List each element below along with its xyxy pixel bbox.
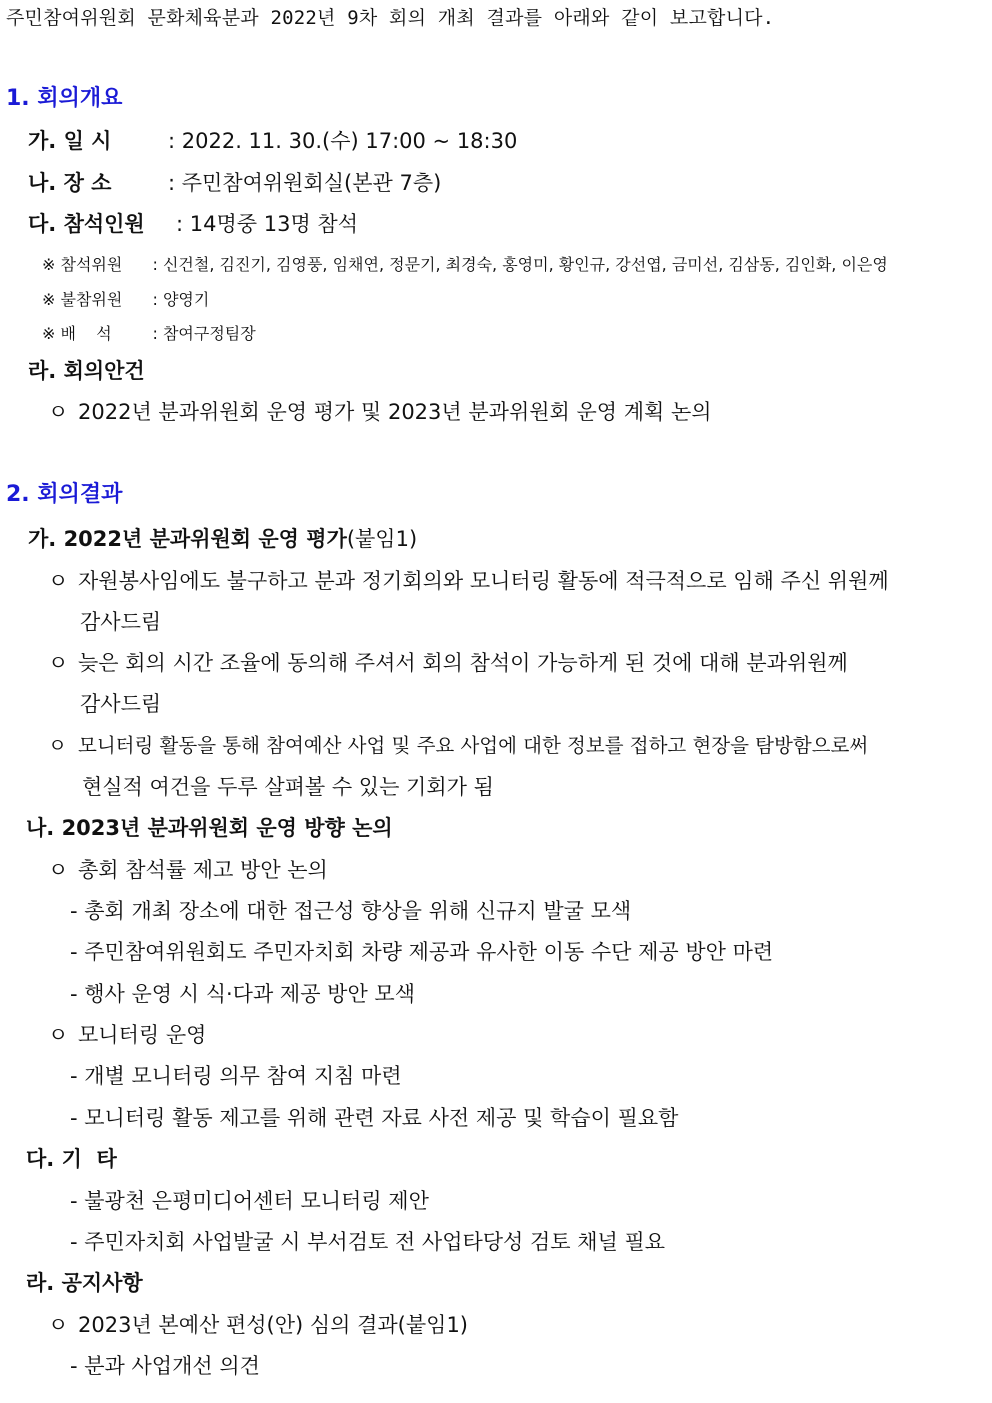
section2-title: 2. 회의결과 (6, 482, 123, 507)
evaluation-heading-text: 가. 2022년 분과위원회 운영 평가 (28, 527, 347, 551)
bullet-icon: ㅇ (48, 858, 69, 882)
section1-title: 1. 회의개요 (6, 86, 123, 111)
note-value: : 신건철, 김진기, 김영풍, 임채연, 정문기, 최경숙, 홍영미, 황인규, 강선엽, 금미선, 김삼동, 김인화, 이은영 (152, 255, 888, 274)
note-mark: ※ (42, 290, 56, 309)
meeting-place-value: : 주민참여위원회실(본관 7층) (168, 171, 442, 195)
list-item-text: 늦은 회의 시간 조율에 동의해 주셔서 회의 참석이 가능하게 된 것에 대해 분과위원께 (78, 651, 848, 675)
sub-item: - 주민참여위원회도 주민자치회 차량 제공과 유사한 이동 수단 제공 방안 마련 (70, 940, 774, 964)
list-item-text: 2023년 본예산 편성(안) 심의 결과(붙임1) (78, 1313, 468, 1337)
evaluation-heading-attachment: (붙임1) (346, 527, 418, 551)
list-item (48, 566, 889, 596)
list-item-text: 모니터링 활동을 통해 참여예산 사업 및 주요 사업에 대한 정보를 접하고 현장을 탐방함으로써 (78, 734, 869, 757)
bullet-icon: ㅇ (48, 400, 69, 424)
bullet-icon: ㅇ (48, 734, 67, 757)
sub-item: - 총회 개최 장소에 대한 접근성 향상을 위해 신규지 발굴 모색 (70, 899, 632, 923)
meeting-date (28, 126, 517, 156)
agenda-text: 2022년 분과위원회 운영 평가 및 2023년 분과위원회 운영 계획 논의 (78, 400, 712, 424)
sub-item: - 불광천 은평미디어센터 모니터링 제안 (70, 1189, 429, 1213)
note-label: 배 석 (60, 324, 112, 343)
sub-item: - 분과 사업개선 의견 (70, 1354, 260, 1378)
agenda-item (48, 397, 712, 427)
attendance-label: 다. 참석인원 (28, 212, 145, 236)
sub-item: - 모니터링 활동 제고를 위해 관련 자료 사전 제공 및 학습이 필요함 (70, 1106, 679, 1130)
list-item (48, 1020, 206, 1050)
note-absent (42, 285, 209, 315)
agenda-label: 라. 회의안건 (28, 359, 145, 383)
meeting-attendance (28, 209, 358, 239)
notice-heading: 라. 공지사항 (26, 1271, 143, 1295)
list-item-continuation: 감사드림 (80, 692, 162, 716)
sub-item: - 주민자치회 사업발굴 시 부서검토 전 사업타당성 검토 채널 필요 (70, 1230, 666, 1254)
intro-text: 주민참여위원회 문화체육분과 2022년 9차 회의 개최 결과를 아래와 같이 보고합니다. (6, 7, 775, 29)
meeting-date-label: 가. 일 시 (28, 129, 112, 153)
note-observer (42, 319, 256, 349)
bullet-icon: ㅇ (48, 651, 69, 675)
list-item (48, 1310, 468, 1340)
sub-item: - 개별 모니터링 의무 참여 지침 마련 (70, 1064, 402, 1088)
list-item (48, 648, 848, 678)
sub-item: - 행사 운영 시 식·다과 제공 방안 모색 (70, 982, 415, 1006)
meeting-place-label: 나. 장 소 (28, 171, 112, 195)
note-mark: ※ (42, 324, 56, 343)
list-item-text: 자원봉사임에도 불구하고 분과 정기회의와 모니터링 활동에 적극적으로 임해 주신 위원께 (78, 569, 889, 593)
note-label: 참석위원 (60, 255, 123, 274)
note-mark: ※ (42, 255, 56, 274)
bullet-icon: ㅇ (48, 569, 69, 593)
attendance-value: : 14명중 13명 참석 (176, 212, 358, 236)
bullet-icon: ㅇ (48, 1023, 69, 1047)
note-value: : 양영기 (152, 290, 210, 309)
list-item-text: 총회 참석률 제고 방안 논의 (78, 858, 328, 882)
direction-heading: 나. 2023년 분과위원회 운영 방향 논의 (26, 816, 393, 840)
meeting-place (28, 168, 441, 198)
bullet-icon: ㅇ (48, 1313, 69, 1337)
note-label: 불참위원 (60, 290, 123, 309)
meeting-date-value: : 2022. 11. 30.(수) 17:00 ~ 18:30 (168, 129, 518, 153)
list-item (48, 855, 328, 885)
list-item-text: 모니터링 운영 (78, 1023, 207, 1047)
etc-heading: 다. 기 타 (26, 1147, 117, 1171)
evaluation-heading (28, 524, 417, 554)
list-item (48, 731, 868, 761)
note-attendees (42, 250, 888, 280)
note-value: : 참여구정팀장 (152, 324, 256, 343)
list-item-continuation: 감사드림 (80, 610, 162, 634)
list-item-continuation: 현실적 여건을 두루 살펴볼 수 있는 기회가 됨 (82, 775, 494, 799)
